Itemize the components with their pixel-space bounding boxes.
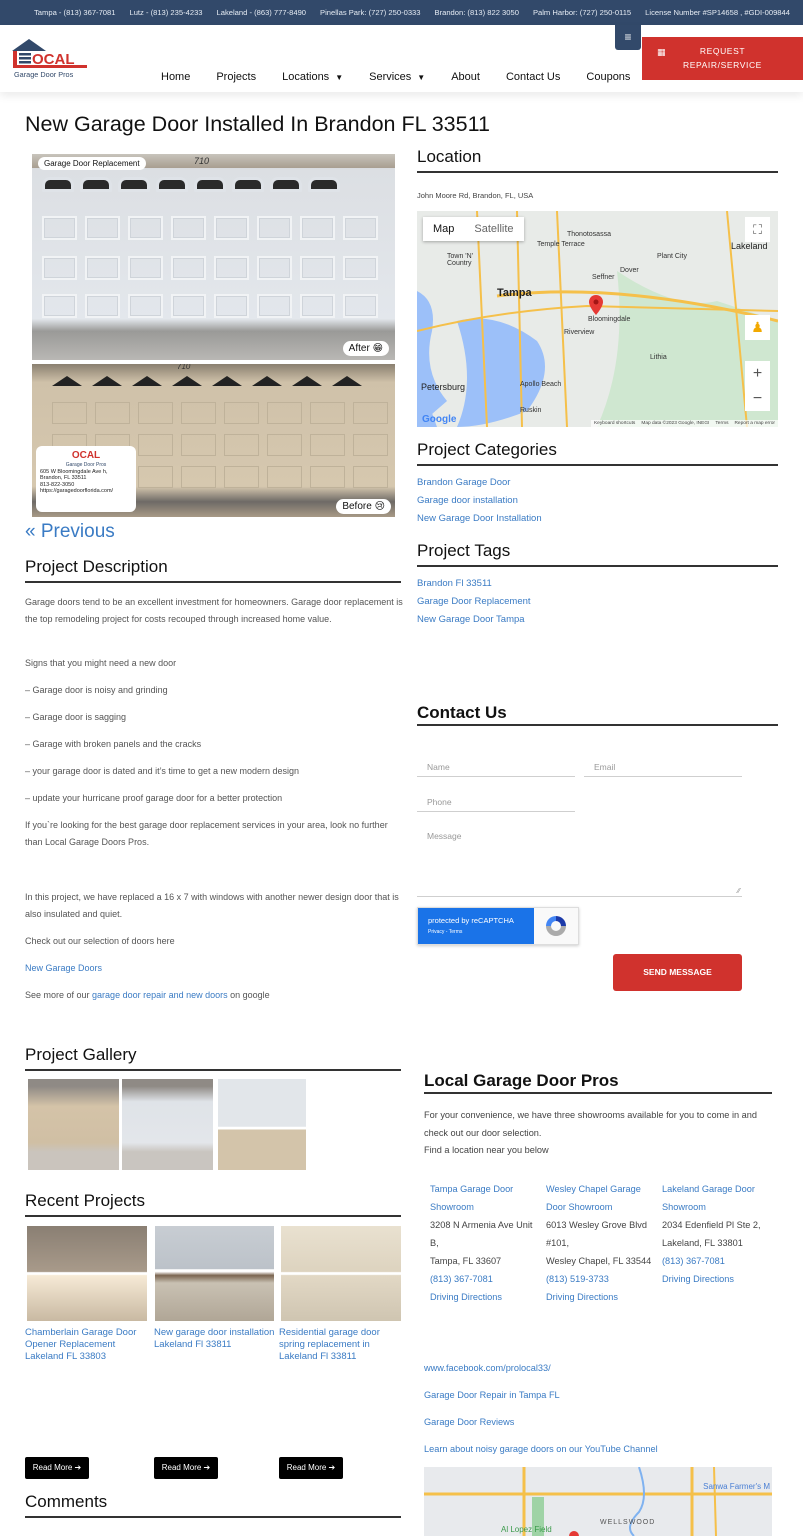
site-logo[interactable] [10,37,90,82]
card-logo-sub: Garage Door Pros [65,462,107,468]
top-contact-bar [0,0,803,25]
comments-heading: Comments [25,1492,401,1518]
gallery-heading: Project Gallery [25,1045,401,1071]
sign-1: – Garage door is noisy and grinding [25,685,168,695]
nav-home[interactable] [161,71,190,83]
card-url: https://garagedoorflorida.com/ [40,488,114,494]
location-address: John Moore Rd, Brandon, FL, USA [417,191,534,200]
topbar-pinellas-phone[interactable]: Pinellas Park: (727) 250-0333 [320,8,421,17]
zoom-in-button[interactable]: + [752,365,763,382]
tag-link[interactable]: New Garage Door Tampa [417,614,525,625]
recent-project-title-3[interactable]: Residential garage door spring replacement in Lakeland Fl 33811 [279,1327,380,1362]
terms-link[interactable]: Terms [715,421,729,426]
company-links [424,1355,658,1463]
google-repair-link[interactable]: garage door repair and new doors [92,990,228,1000]
captcha-privacy-terms[interactable]: Privacy - Terms [428,929,463,935]
page-title: New Garage Door Installed In Brandon FL 33511 [25,112,490,136]
description-heading-wrap [25,557,401,583]
topbar-license: License Number #SP14658 , #GDI-009844 [645,8,790,17]
card-phone: 813-822-3050 [40,481,75,488]
read-more-button-3[interactable]: Read More ➔ [279,1457,343,1479]
read-more-button-1[interactable]: Read More ➔ [25,1457,89,1479]
after-photo[interactable] [32,154,395,360]
map-type-map-button[interactable]: Map [433,223,455,235]
recent-project-title-1[interactable]: Chamberlain Garage Door Opener Replacement Lakeland FL 33803 [25,1327,137,1362]
zoom-control [745,361,770,411]
house-number: 710 [194,156,210,166]
email-input[interactable]: Email [584,758,742,777]
company-intro: For your convenience, we have three showrooms available for you to come in and check out our door selection. Find a location near you below [424,1110,757,1155]
recent-projects-heading: Recent Projects [25,1191,401,1217]
description-p3: If you`re looking for the best garage door replacement services in your area, look no further than Local Garage Doors Pros. [25,820,388,847]
captcha-text: protected by reCAPTCHA [428,916,514,925]
before-label: Before 😢 [336,499,391,514]
nav-coupons[interactable] [586,71,630,83]
showroom-map[interactable]: Sanwa Farmer's M WELLSWOOD Al Lopez Field [424,1467,772,1536]
sign-2: – Garage door is sagging [25,712,127,722]
card-logo: OCAL [71,450,101,461]
topbar-brandon-phone[interactable]: Brandon: (813) 822 3050 [434,8,519,17]
nav-about[interactable] [451,71,480,83]
description-p1: Garage doors tend to be an excellent investment for homeowners. Garage door replacement is the top remodeling project for costs recouped through increased home value. [25,597,403,624]
photo-tag-label: Garage Door Replacement [38,157,146,170]
map-type-control [423,217,524,241]
sign-4: – your garage door is dated and it’s time to get a new modern design [25,766,300,776]
nav-projects-label: Projects [216,71,257,83]
nav-coupons-label: Coupons [586,71,631,83]
category-link[interactable]: Garage door installation [417,495,518,506]
request-repair-button[interactable] [642,37,803,80]
hamburger-menu-button[interactable] [615,25,641,50]
nav-home-label: Home [161,71,191,83]
category-link[interactable]: Brandon Garage Door [417,477,511,488]
zoom-out-button[interactable]: − [752,390,763,407]
tampa-repair-link[interactable]: Garage Door Repair in Tampa FL [424,1390,560,1400]
company-heading: Local Garage Door Pros [424,1071,772,1094]
map-footer [591,420,778,427]
house-number: 710 [177,364,191,371]
name-input[interactable]: Name [417,758,575,777]
map-tiles [424,1467,772,1536]
topbar-tampa-phone[interactable]: Tampa - (813) 367-7081 [34,8,116,17]
previous-link[interactable]: « Previous [25,521,115,542]
hamburger-icon: ≡ [624,30,632,44]
gallery-thumb-2[interactable] [122,1079,213,1170]
gallery-thumb-3[interactable] [218,1079,306,1170]
description-heading: Project Description [25,557,401,583]
report-error-link[interactable]: Report a map error [734,421,775,426]
reviews-link[interactable]: Garage Door Reviews [424,1417,515,1427]
contact-heading: Contact Us [417,703,778,726]
categories-heading: Project Categories [417,440,778,466]
nav-contact-label: Contact Us [505,71,561,83]
nav-projects[interactable] [216,71,256,83]
location-heading: Location [417,147,778,173]
gallery-thumb-1[interactable] [28,1079,119,1170]
showroom-tampa: Tampa Garage Door Showroom 3208 N Armenia Ave Unit B, Tampa, FL 33607 (813) 367-7081 Driving Directions [430,1180,540,1306]
map-label-tampa: Tampa [497,287,532,299]
message-placeholder: Message [427,831,462,841]
driving-directions-link[interactable]: Driving Directions [430,1292,502,1302]
message-textarea[interactable] [417,827,742,897]
sign-3: – Garage with broken panels and the cracks [25,739,202,749]
door-windows [42,177,340,192]
tag-link[interactable]: Brandon Fl 33511 [417,578,492,589]
main-nav [161,71,656,83]
company-info-card [36,446,136,512]
tag-link[interactable]: Garage Door Replacement [417,596,531,607]
map-marker-icon[interactable] [589,295,603,315]
sign-5: – update your hurricane proof garage door for a better protection [25,793,283,803]
sunburst-windows [52,376,362,386]
youtube-link[interactable]: Learn about noisy garage doors on our YouTube Channel [424,1444,658,1454]
recaptcha-badge[interactable] [417,907,579,945]
request-line2: REPAIR/SERVICE [683,60,762,70]
nav-locations-label: Locations [282,71,330,83]
svg-text:OCAL: OCAL [32,51,75,68]
nav-locations[interactable] [282,71,343,83]
recent-project-title-2[interactable]: New garage door installation Lakeland Fl 33811 [154,1327,275,1350]
keyboard-shortcuts-link[interactable]: Keyboard shortcuts [593,421,636,426]
showroom-phone-link[interactable]: (813) 367-7081 [662,1256,725,1266]
card-address2: Brandon, FL 33511 [40,475,87,481]
driving-directions-link[interactable]: Driving Directions [662,1274,734,1284]
fullscreen-icon[interactable]: ⛶ [745,217,770,242]
driving-directions-link[interactable]: Driving Directions [546,1292,618,1302]
recaptcha-logo-icon [534,908,578,944]
topbar-lakeland-phone[interactable]: Lakeland - (863) 777-8490 [216,8,307,17]
new-garage-doors-link[interactable]: New Garage Doors [25,963,103,973]
location-map[interactable]: Map Satellite ⛶ Tampa Thonotosassa Temple Terrace Town 'N' Country Lakeland Plant City Dover Seffner Bloomingdale Riverview Lithia Apollo Beach Ruskin Petersburg ♟ + − Google Keyboard shortcuts Map data ©2023 Google, INEGI Terms Report a map error [417,211,778,427]
send-message-button[interactable]: SEND MESSAGE [613,954,742,991]
facebook-link[interactable]: www.facebook.com/prolocal33/ [424,1363,551,1373]
caret-down-icon: ▼ [417,72,426,82]
showroom-name-link[interactable]: Tampa Garage Door Showroom [430,1184,514,1212]
description-p5: Check out our selection of doors here [25,936,175,946]
description-p2: Signs that you might need a new door [25,658,177,668]
nav-contact-us[interactable] [506,71,560,83]
showroom-name-link[interactable]: Wesley Chapel Garage Door Showroom [546,1184,641,1212]
map-data-credit: Map data ©2023 Google, INEGI [641,421,710,426]
recent-project-image-2[interactable] [155,1226,274,1321]
nav-services[interactable] [369,71,425,83]
recent-project-image-3[interactable] [281,1226,401,1321]
showroom-phone-link[interactable]: (813) 519-3733 [546,1274,609,1284]
google-logo: Google [422,414,457,425]
description-p6: See more of our garage door repair and new doors on google [25,990,270,1000]
card-address1: 605 W Bloomingdale Ave h, [40,468,108,475]
recent-project-image-1[interactable] [27,1226,147,1321]
showroom-name-link[interactable]: Lakeland Garage Door Showroom [662,1184,755,1212]
after-label: After 😁 [343,341,389,356]
showroom-lakeland: Lakeland Garage Door Showroom 2034 Edenfield Pl Ste 2, Lakeland, FL 33801 (813) 367-7081 Driving Directions [662,1180,772,1288]
showroom-wesley-chapel: Wesley Chapel Garage Door Showroom 6013 Wesley Grove Blvd #101, Wesley Chapel, FL 33544 (813) 519-3733 Driving Directions [546,1180,656,1306]
description-p4: In this project, we have replaced a 16 x 7 with windows with another newer design door that is also insulated and quiet. [25,892,399,919]
caret-down-icon: ▼ [335,72,344,82]
resize-handle-icon[interactable]: ⁄⁄ [737,888,740,895]
category-link[interactable]: New Garage Door Installation [417,513,542,524]
map-type-satellite-button[interactable]: Satellite [474,223,514,235]
nav-services-label: Services [369,71,412,83]
phone-input[interactable]: Phone [417,793,575,812]
street-view-pegman-icon[interactable]: ♟ [745,315,770,340]
request-line1: REQUEST [699,46,746,56]
topbar-lutz-phone[interactable]: Lutz - (813) 235-4233 [129,8,203,17]
showroom-phone-link[interactable]: (813) 367-7081 [430,1274,493,1284]
house-logo-icon [10,37,90,82]
calendar-icon: ▦ [657,47,667,57]
tags-heading: Project Tags [417,541,778,567]
svg-text:Garage Door Pros: Garage Door Pros [14,70,74,79]
read-more-button-2[interactable]: Read More ➔ [154,1457,218,1479]
nav-about-label: About [451,71,480,83]
topbar-palm-harbor-phone[interactable]: Palm Harbor: (727) 250-0115 [532,8,632,17]
